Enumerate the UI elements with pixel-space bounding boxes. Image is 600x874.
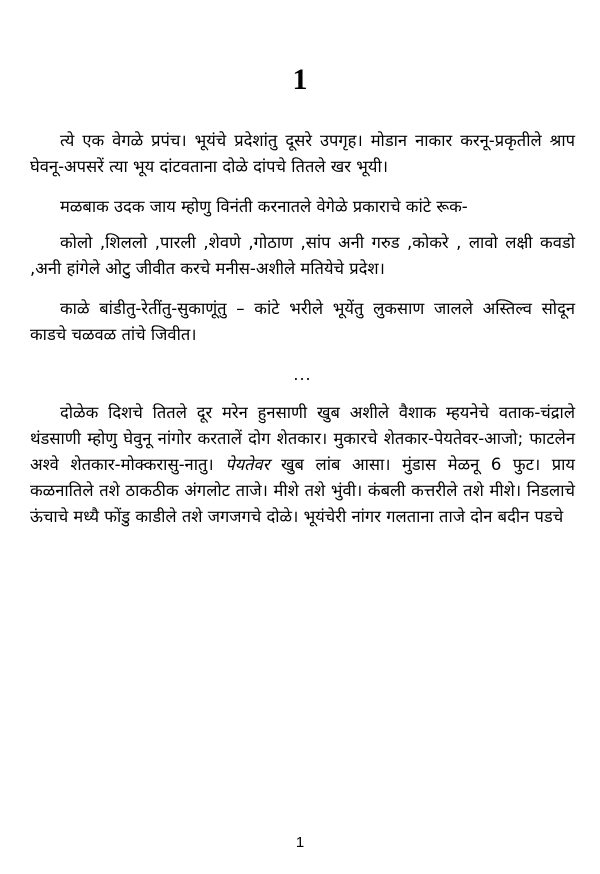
paragraph-4: काळे बांडीतु-रेतींतु-सुकाणूंतु – कांटे भरीले भूयेंतु लुकसाण जालले अस्तिल्व सोदून काडचे चळवळ तांचे जिवीत। (30, 299, 575, 344)
section-separator: ... (293, 365, 312, 384)
chapter-number: 1 (292, 63, 308, 96)
page-number: 1 (295, 834, 305, 851)
paragraph-2: मळबाक उदक जाय म्होणु विनंती करनातले वेगेळे प्रकाराचे कांटे रूक- (60, 197, 468, 216)
body-text (30, 128, 575, 544)
paragraph-5-part-2: खुब लांब आसा। मुंडास मेळनू 6 फुट। प्राय कळनातिले तशे ठाकठीक अंगलोट ताजे। मीशे तशे भुंवी। कंबली कत्तरीले तशे मीशे। निडलाचे ऊंचाचे मध्यै फोंडु काडीले तशे जगजगचे दोळे। भूयंचेरी नांगर गलताना ताजे दोन बदीन पडचे (30, 455, 575, 526)
paragraph-1: त्ये एक वेगळे प्रपंच। भूयंचे प्रदेशांतु दूसरे उपगृह। मोडान नाकार करनू-प्रकृतीले श्राप घेवनू-अपसरें त्या भूय दांटवताना दोळे दांपचे तितले खर भूयी। (30, 131, 575, 176)
paragraph-5 (30, 400, 575, 530)
paragraph-5-italic-word: पेयतेवर (225, 455, 270, 474)
paragraph-5-part-1: दोळेक दिशचे तितले दूर मरेन हुनसाणी खुब अशीले वैशाक म्हयनेचे वताक-चंद्राले थंडसाणी म्होणु घेवुनू नांगोर करतालें दोग शेतकार। मुकारचे शेतकार-पेयतेवर-आजो; फाटलेन अश्वे शेतकार-मोक्करासु-नातु। (30, 403, 575, 474)
paragraph-3: कोलो ,शिललो ,पारली ,शेवणे ,गोठाण ,सांप अनी गरुड ,कोकरे , लावो लक्षी कवडो ,अनी हांगेले ओटु जीवीत करचे मनीस-अशीले मतियेचे प्रदेश। (30, 233, 576, 278)
